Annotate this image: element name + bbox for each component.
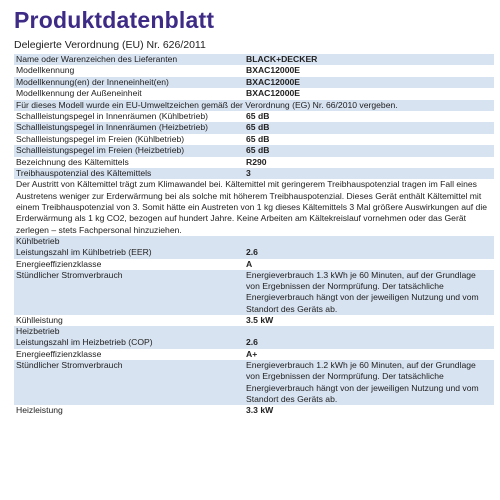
table-row bbox=[14, 360, 494, 405]
table-row bbox=[14, 145, 494, 156]
row-value: A bbox=[244, 259, 494, 270]
row-value: 2.6 bbox=[244, 247, 494, 258]
row-label: Stündlicher Stromverbrauch bbox=[14, 270, 244, 315]
heating-section-title: Heizbetrieb bbox=[14, 326, 494, 337]
row-value: R290 bbox=[244, 157, 494, 168]
cooling-section-title-row bbox=[14, 236, 494, 247]
row-label: Energieeffizienzklasse bbox=[14, 349, 244, 360]
table-row bbox=[14, 247, 494, 258]
refrigerant-notice: Der Austritt von Kältemittel trägt zum Klimawandel bei. Kältemittel mit geringerem Treibhauspotenzial tragen im Fall eines Austretens weniger zur Erderwärmung bei als solche mit höherem Treibhauspotenzial. Dieses Gerät enthält Kältemittel mit einem Treibhauspotenzial von 3. Somit hätte ein Austreten von 1 kg dieses Kältemittels 3 Mal größere Auswirkungen auf die Erderwärmung als 1 kg CO2, bezogen auf hundert Jahre. Keine Arbeiten am Kältekreislauf vornehmen oder das Gerät zerlegen – stets Fachpersonal hinzuziehen. bbox=[14, 179, 494, 235]
table-row bbox=[14, 315, 494, 326]
table-row bbox=[14, 134, 494, 145]
row-label: Schallleistungspegel im Freien (Heizbetrieb) bbox=[14, 145, 244, 156]
table-row bbox=[14, 259, 494, 270]
row-value: 3.3 kW bbox=[244, 405, 494, 416]
row-label: Modellkennung(en) der Inneneinheit(en) bbox=[14, 77, 244, 88]
refrigerant-notice-row bbox=[14, 179, 494, 235]
datasheet-table bbox=[14, 54, 494, 417]
page-title: Produktdatenblatt bbox=[14, 7, 215, 33]
row-label: Treibhauspotenzial des Kältemittels bbox=[14, 168, 244, 179]
table-row bbox=[14, 65, 494, 76]
row-label: Schallleistungspegel in Innenräumen (Kühlbetrieb) bbox=[14, 111, 244, 122]
row-value: 3.5 kW bbox=[244, 315, 494, 326]
row-label: Modellkennung bbox=[14, 65, 244, 76]
row-value: BXAC12000E bbox=[244, 88, 494, 99]
eco-label-note: Für dieses Modell wurde ein EU-Umweltzeichen gemäß der Verordnung (EG) Nr. 66/2010 vergeben. bbox=[14, 100, 494, 111]
row-label: Stündlicher Stromverbrauch bbox=[14, 360, 244, 405]
row-label: Name oder Warenzeichen des Lieferanten bbox=[14, 54, 244, 65]
row-value: 65 dB bbox=[244, 145, 494, 156]
row-value: 65 dB bbox=[244, 111, 494, 122]
row-label: Energieeffizienzklasse bbox=[14, 259, 244, 270]
row-value: BXAC12000E bbox=[244, 77, 494, 88]
eco-label-note-row bbox=[14, 100, 494, 111]
table-row bbox=[14, 122, 494, 133]
table-row bbox=[14, 168, 494, 179]
regulation-subtitle: Delegierte Verordnung (EU) Nr. 626/2011 bbox=[14, 39, 206, 51]
cooling-section-title: Kühlbetrieb bbox=[14, 236, 494, 247]
row-value: 65 dB bbox=[244, 134, 494, 145]
row-label: Leistungszahl im Kühlbetrieb (EER) bbox=[14, 247, 244, 258]
heating-section-title-row bbox=[14, 326, 494, 337]
row-value: 2.6 bbox=[244, 337, 494, 348]
row-label: Schallleistungspegel im Freien (Kühlbetrieb) bbox=[14, 134, 244, 145]
table-row bbox=[14, 349, 494, 360]
row-value: 3 bbox=[244, 168, 494, 179]
table-row bbox=[14, 88, 494, 99]
row-value: Energieverbrauch 1.2 kWh je 60 Minuten, auf der Grundlage von Ergebnissen der Normprüfung. Der tatsächliche Energieverbrauch hängt von der jeweiligen Nutzung und vom Standort des Geräts ab. bbox=[244, 360, 494, 405]
row-value: Energieverbrauch 1.3 kWh je 60 Minuten, auf der Grundlage von Ergebnissen der Normprüfung. Der tatsächliche Energieverbrauch hängt von der jeweiligen Nutzung und vom Standort des Geräts ab. bbox=[244, 270, 494, 315]
table-row bbox=[14, 405, 494, 416]
row-label: Modellkennung der Außeneinheit bbox=[14, 88, 244, 99]
row-label: Schallleistungspegel in Innenräumen (Heizbetrieb) bbox=[14, 122, 244, 133]
row-value: A+ bbox=[244, 349, 494, 360]
table-row bbox=[14, 337, 494, 348]
row-value: BXAC12000E bbox=[244, 65, 494, 76]
row-label: Bezeichnung des Kältemittels bbox=[14, 157, 244, 168]
row-value: BLACK+DECKER bbox=[244, 54, 494, 65]
row-label: Leistungszahl im Heizbetrieb (COP) bbox=[14, 337, 244, 348]
row-value: 65 dB bbox=[244, 122, 494, 133]
datasheet-page bbox=[14, 0, 494, 417]
table-row bbox=[14, 77, 494, 88]
table-row bbox=[14, 270, 494, 315]
table-row bbox=[14, 111, 494, 122]
row-label: Heizleistung bbox=[14, 405, 244, 416]
table-row bbox=[14, 157, 494, 168]
table-row bbox=[14, 54, 494, 65]
row-label: Kühlleistung bbox=[14, 315, 244, 326]
